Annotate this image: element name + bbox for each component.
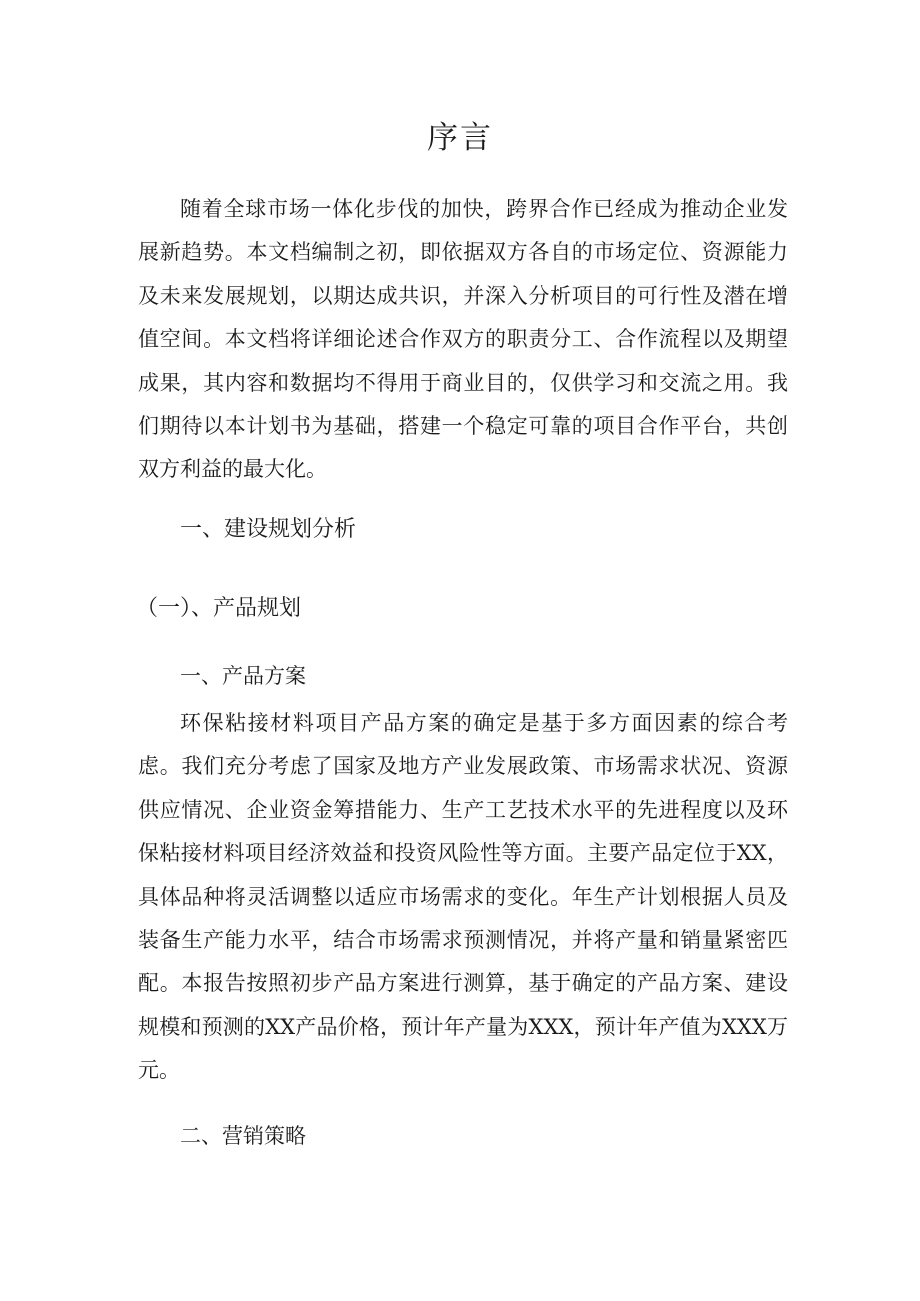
item-heading-product-scheme: 一、产品方案 (180, 664, 306, 688)
product-scheme-paragraph: 环保粘接材料项目产品方案的确定是基于多方面因素的综合考虑。我们充分考虑了国家及地方产业发展政策、市场需求状况、资源供应情况、企业资金筹措能力、生产工艺技术水平的先进程度以及环保粘接材料项目经济效益和投资风险性等方面。主要产品定位于XX，具体品种将灵活调整以适应市场需求的变化。年生产计划根据人员及装备生产能力水平，结合市场需求预测情况，并将产量和销量紧密匹配。本报告按照初步产品方案进行测算，基于确定的产品方案、建设规模和预测的XX产品价格，预计年产量为XXX，预计年产值为XXX万元。 (138, 711, 788, 1083)
preface-paragraph: 随着全球市场一体化步伐的加快，跨界合作已经成为推动企业发展新趋势。本文档编制之初，即依据双方各自的市场定位、资源能力及未来发展规划，以期达成共识，并深入分析项目的可行性及潜在增值空间。本文档将详细论述合作双方的职责分工、合作流程以及期望成果，其内容和数据均不得用于商业目的，仅供学习和交流之用。我们期待以本计划书为基础，搭建一个稳定可靠的项目合作平台，共创双方利益的最大化。 (138, 197, 788, 482)
item-heading-marketing-strategy: 二、营销策略 (180, 1124, 306, 1148)
section-heading-construction-planning: 一、建设规划分析 (180, 517, 357, 542)
subsection-heading-product-planning: （一）、产品规划 (136, 596, 302, 621)
page-title: 序言 (427, 120, 493, 156)
